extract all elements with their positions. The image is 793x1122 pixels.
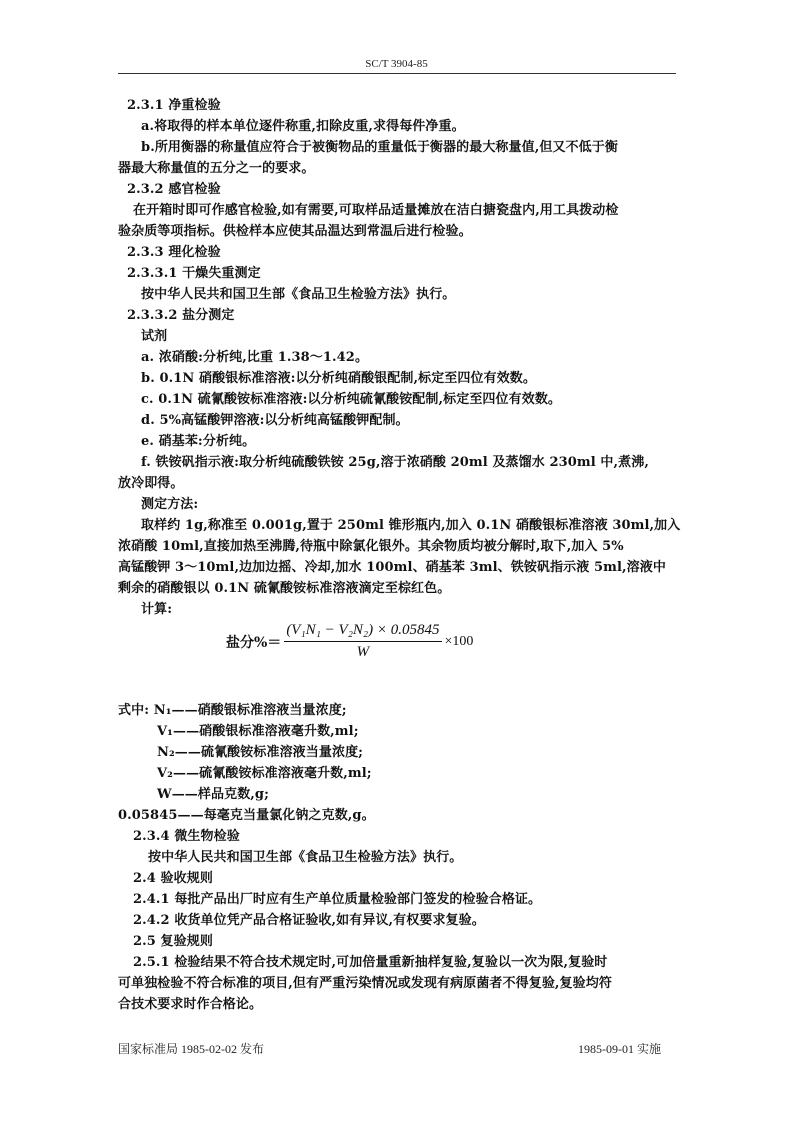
formula-denominator: W — [356, 644, 370, 660]
list-item: d. 5%高锰酸钾溶液:以分析纯高锰酸钾配制。 — [141, 413, 409, 428]
body-line: 2.5.1 检验结果不符合技术规定时,可加倍量重新抽样复验,复验以一次为限,复验时 — [133, 955, 608, 970]
body-line: a.将取得的样本单位逐件称重,扣除皮重,求得每件净重。 — [141, 119, 465, 134]
body-line: 浓硝酸 10ml,直接加热至沸腾,待瓶中除氯化银外。其余物质均被分解时,取下,加入 5% — [118, 539, 624, 554]
list-item: b. 0.1N 硝酸银标准溶液:以分析纯硝酸银配制,标定至四位有效数。 — [141, 371, 536, 386]
section-heading: 2.3.4 微生物检验 — [133, 829, 240, 844]
section-heading: 2.3.1 净重检验 — [127, 98, 221, 113]
section-heading: 2.3.3.1 干燥失重测定 — [127, 266, 261, 281]
definition-line: 式中: N₁——硝酸银标准溶液当量浓度; — [118, 703, 347, 718]
definition-line: W——样品克数,g; — [157, 787, 270, 802]
definition-line: V₁——硝酸银标准溶液毫升数,ml; — [157, 724, 359, 739]
formula-lhs: 盐分%＝ — [226, 634, 282, 651]
definition-line: V₂——硫氰酸铵标准溶液毫升数,ml; — [157, 766, 372, 781]
body-line: 按中华人民共和国卫生部《食品卫生检验方法》执行。 — [148, 850, 463, 865]
body-line: 2.4.2 收货单位凭产品合格证验收,如有异议,有权要求复验。 — [133, 913, 485, 928]
header-rule — [118, 73, 676, 74]
body-line: b.所用衡器的称量值应符合于被衡物品的重量低于衡器的最大称量值,但又不低于衡 — [141, 140, 618, 155]
footer-effective: 1985-09-01 实施 — [578, 1042, 661, 1056]
section-heading: 2.3.3.2 盐分测定 — [127, 308, 235, 323]
formula-numerator: (V₁N₁ − V₂N₂) × 0.05845 — [284, 622, 441, 642]
section-heading: 2.4 验收规则 — [133, 871, 213, 886]
list-item: e. 硝基苯:分析纯。 — [141, 434, 256, 449]
body-line: 在开箱时即可作感官检验,如有需要,可取样品适量摊放在洁白搪瓷盘内,用工具拨动检 — [133, 203, 619, 218]
definition-line: 0.05845——每毫克当量氯化钠之克数,g。 — [118, 808, 375, 823]
list-item: f. 铁铵矾指示液:取分析纯硫酸铁铵 25g,溶于浓硝酸 20ml 及蒸馏水 230ml 中,煮沸, — [141, 455, 649, 470]
subheading: 测定方法: — [141, 497, 199, 512]
body-line: 2.4.1 每批产品出厂时应有生产单位质量检验部门签发的检验合格证。 — [133, 892, 542, 907]
subheading: 试剂 — [141, 329, 168, 344]
body-line: 放冷即得。 — [118, 476, 184, 491]
formula-fraction — [284, 622, 441, 661]
body-line: 验杂质等项指标。供检样本应使其品温达到常温后进行检验。 — [118, 224, 472, 239]
list-item: a. 浓硝酸:分析纯,比重 1.38～1.42。 — [141, 350, 369, 365]
body-line: 合技术要求时作合格论。 — [118, 997, 263, 1012]
section-heading: 2.5 复验规则 — [133, 934, 213, 949]
body-line: 高锰酸钾 3～10ml,边加边摇、冷却,加水 100ml、硝基苯 3ml、铁铵矾指示液 5ml,溶液中 — [118, 560, 666, 575]
body-line: 器最大称量值的五分之一的要求。 — [118, 161, 315, 176]
footer-issued: 国家标准局 1985-02-02 发布 — [118, 1042, 264, 1056]
body-line: 取样约 1g,称准至 0.001g,置于 250ml 锥形瓶内,加入 0.1N 硝酸银标准溶液 30ml,加入 — [141, 518, 681, 533]
subheading: 计算: — [141, 602, 173, 617]
list-item: c. 0.1N 硫氰酸铵标准溶液:以分析纯硫氰酸铵配制,标定至四位有效数。 — [141, 392, 562, 407]
salt-formula — [226, 622, 473, 661]
body-line: 可单独检验不符合标准的项目,但有严重污染情况或发现有病原菌者不得复验,复验均符 — [118, 976, 612, 991]
section-heading: 2.3.2 感官检验 — [127, 182, 221, 197]
section-heading: 2.3.3 理化检验 — [127, 245, 221, 260]
body-line: 按中华人民共和国卫生部《食品卫生检验方法》执行。 — [141, 287, 456, 302]
body-line: 剩余的硝酸银以 0.1N 硫氰酸铵标准溶液滴定至棕红色。 — [118, 581, 451, 596]
definition-line: N₂——硫氰酸铵标准溶液当量浓度; — [157, 745, 364, 760]
formula-rhs: ×100 — [444, 633, 474, 649]
running-header: SC/T 3904-85 — [365, 58, 428, 70]
